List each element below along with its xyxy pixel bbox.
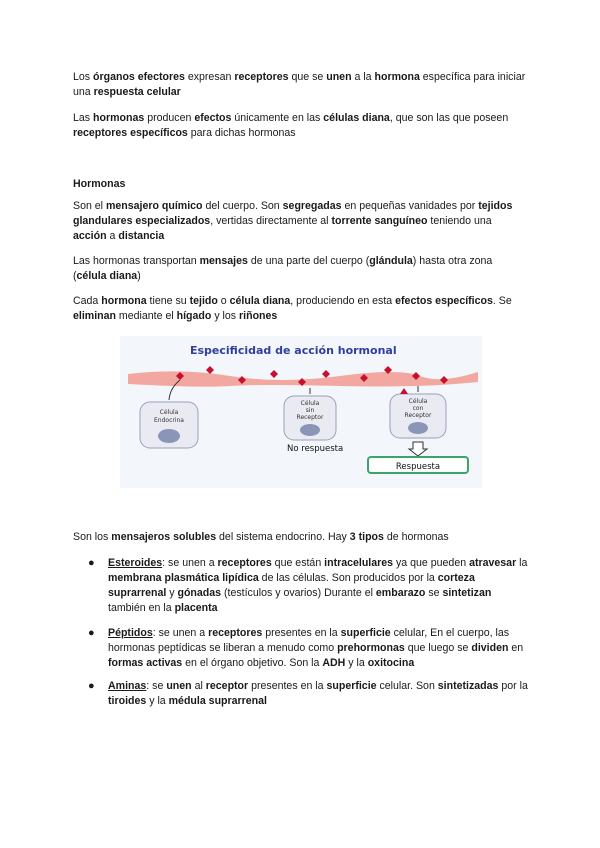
text-run: Los: [73, 71, 94, 83]
paragraph-specific-effects: [73, 294, 528, 324]
endocrine-cell-label-1: Célula: [159, 409, 179, 416]
bold-term: hormona: [374, 71, 420, 83]
paragraph-effector-organs: [73, 70, 528, 100]
text-run: Las hormonas transportan: [73, 255, 200, 267]
bold-term: sintetizan: [442, 587, 492, 599]
paragraph-definition: [73, 199, 528, 244]
nucleus-icon: [408, 422, 428, 434]
bold-term: dividen: [471, 642, 509, 654]
bold-term: formas activas: [108, 657, 183, 669]
cell3-label-2: con: [412, 405, 424, 412]
paragraph-target-cells: [73, 111, 528, 141]
bold-term: receptores: [234, 71, 289, 83]
text-run: Cada: [73, 295, 102, 307]
bold-term: acción: [73, 230, 107, 242]
text-run: del cuerpo. Son: [202, 200, 283, 212]
bold-term: prehormonas: [337, 642, 405, 654]
text-run: de las células. Son producidos por la: [258, 572, 438, 584]
text-run: y los: [211, 310, 240, 322]
nucleus-icon: [158, 429, 180, 443]
bold-term: placenta: [174, 602, 218, 614]
text-run: (testículos y ovarios) Durante el: [221, 587, 376, 599]
bold-term: distancia: [118, 230, 165, 242]
paragraph-messages: [73, 254, 528, 284]
bold-term: segregadas: [282, 200, 342, 212]
text-run: , que son las que poseen: [389, 112, 509, 124]
text-run: presentes en la: [262, 627, 341, 639]
cell2-label-3: Receptor: [296, 414, 324, 421]
text-run: se: [425, 587, 443, 599]
text-run: tiene su: [146, 295, 190, 307]
bold-term: 3 tipos: [349, 531, 384, 543]
bold-term: tiroides: [108, 695, 147, 707]
hormone-specificity-diagram: [120, 336, 482, 488]
bullet-icon: ●: [88, 680, 95, 692]
bold-term: mensajeros solubles: [111, 531, 217, 543]
bold-term: órganos efectores: [93, 71, 185, 83]
bold-term: receptores: [208, 627, 263, 639]
text-run: producen: [144, 112, 195, 124]
bold-term: membrana plasmática lipídica: [108, 572, 259, 584]
bold-term: médula suprarrenal: [168, 695, 267, 707]
bold-term: mensajero químico: [105, 200, 203, 212]
bold-term: unen: [166, 680, 192, 692]
text-run: únicamente en las: [231, 112, 324, 124]
text-run: ya que pueden: [393, 557, 470, 569]
text-run: y la: [345, 657, 368, 669]
text-run: que luego se: [404, 642, 472, 654]
bold-term: hígado: [176, 310, 212, 322]
bold-term: célula diana: [76, 270, 138, 282]
bold-term: oxitocina: [367, 657, 415, 669]
text-run: por la: [498, 680, 528, 692]
text-run: Son los: [73, 531, 112, 543]
bold-term: eliminan: [73, 310, 116, 322]
bold-term: embarazo: [375, 587, 426, 599]
text-run: que están: [271, 557, 325, 569]
bold-term: tejido: [189, 295, 218, 307]
cell2-label-1: Célula: [300, 400, 320, 407]
text-run: : se: [146, 680, 167, 692]
bullet-icon: ●: [88, 627, 95, 639]
bold-term: corteza suprarrenal: [108, 572, 475, 599]
bold-term: hormonas: [93, 112, 145, 124]
text-run: : se unen a: [152, 627, 209, 639]
cell-without-receptor: [284, 396, 336, 440]
paragraph-hormone-types: [73, 530, 528, 545]
list-item-text: [108, 626, 528, 671]
text-run: : se unen a: [162, 557, 218, 569]
list-item-text: [108, 679, 528, 709]
text-run: que se: [288, 71, 327, 83]
text-run: Las: [73, 112, 94, 124]
text-run: expresan: [184, 71, 235, 83]
bold-term: torrente sanguíneo: [331, 215, 428, 227]
endocrine-cell: [140, 402, 198, 448]
bold-term: célula diana: [229, 295, 291, 307]
bold-term: glándula: [369, 255, 413, 267]
bold-term: superficie: [340, 627, 391, 639]
bold-term: unen: [326, 71, 352, 83]
bold-term: receptores específicos: [73, 127, 188, 139]
bullet-icon: ●: [88, 557, 95, 569]
text-run: celular, En el cuerpo, las hormonas peptídicas se liberan a menudo como: [108, 627, 510, 654]
text-run: ): [137, 270, 141, 282]
bold-term: receptor: [205, 680, 249, 692]
bold-term: atravesar: [469, 557, 517, 569]
text-run: a: [106, 230, 119, 242]
text-run: también en la: [108, 602, 175, 614]
no-response-label: No respuesta: [287, 444, 344, 454]
hormone-type-term: Péptidos: [108, 627, 153, 639]
section-heading: Hormonas: [73, 178, 126, 190]
text-run: teniendo una: [427, 215, 492, 227]
text-run: , produciendo en esta: [290, 295, 396, 307]
hormone-type-term: Esteroides: [108, 557, 163, 569]
bold-term: efectos: [194, 112, 232, 124]
text-run: o: [217, 295, 230, 307]
text-run: ) hasta otra zona (: [73, 255, 493, 282]
text-run: . Se: [492, 295, 512, 307]
bold-term: tejidos glandulares especializados: [73, 200, 513, 227]
text-run: en el órgano objetivo. Son la: [182, 657, 323, 669]
bold-term: riñones: [239, 310, 278, 322]
text-run: y: [166, 587, 178, 599]
text-run: al: [191, 680, 206, 692]
cell3-label-1: Célula: [408, 398, 428, 405]
text-run: Son el: [73, 200, 106, 212]
text-run: específica para iniciar una: [73, 71, 526, 98]
endocrine-cell-label-2: Endocrina: [154, 417, 184, 424]
text-run: y la: [146, 695, 169, 707]
bold-term: respuesta celular: [93, 86, 181, 98]
bold-term: sintetizadas: [437, 680, 499, 692]
text-run: del sistema endocrino. Hay: [216, 531, 350, 543]
bold-term: ADH: [322, 657, 346, 669]
bold-term: hormona: [101, 295, 147, 307]
nucleus-icon: [300, 424, 320, 436]
response-label: Respuesta: [395, 462, 441, 472]
text-run: de hormonas: [383, 531, 449, 543]
text-run: mediante el: [115, 310, 177, 322]
bold-term: superficie: [326, 680, 377, 692]
hormone-type-term: Aminas: [108, 680, 147, 692]
text-run: a la: [351, 71, 375, 83]
text-run: celular. Son: [376, 680, 438, 692]
text-run: en pequeñas vanidades por: [341, 200, 479, 212]
text-run: presentes en la: [248, 680, 327, 692]
cell-with-receptor: [390, 388, 446, 438]
cell3-label-3: Receptor: [404, 412, 432, 419]
bold-term: intracelulares: [324, 557, 394, 569]
bold-term: receptores: [217, 557, 272, 569]
bold-term: gónadas: [177, 587, 222, 599]
text-run: , vertidas directamente al: [210, 215, 332, 227]
diagram-title: Especificidad de acción hormonal: [190, 344, 397, 357]
cell2-label-2: sin: [305, 407, 315, 414]
text-run: en: [508, 642, 524, 654]
text-run: de una parte del cuerpo (: [247, 255, 370, 267]
text-run: la: [516, 557, 528, 569]
text-run: para dichas hormonas: [187, 127, 296, 139]
bold-term: efectos específicos: [395, 295, 493, 307]
list-item-text: [108, 556, 528, 616]
bold-term: mensajes: [199, 255, 248, 267]
bold-term: células diana: [323, 112, 390, 124]
